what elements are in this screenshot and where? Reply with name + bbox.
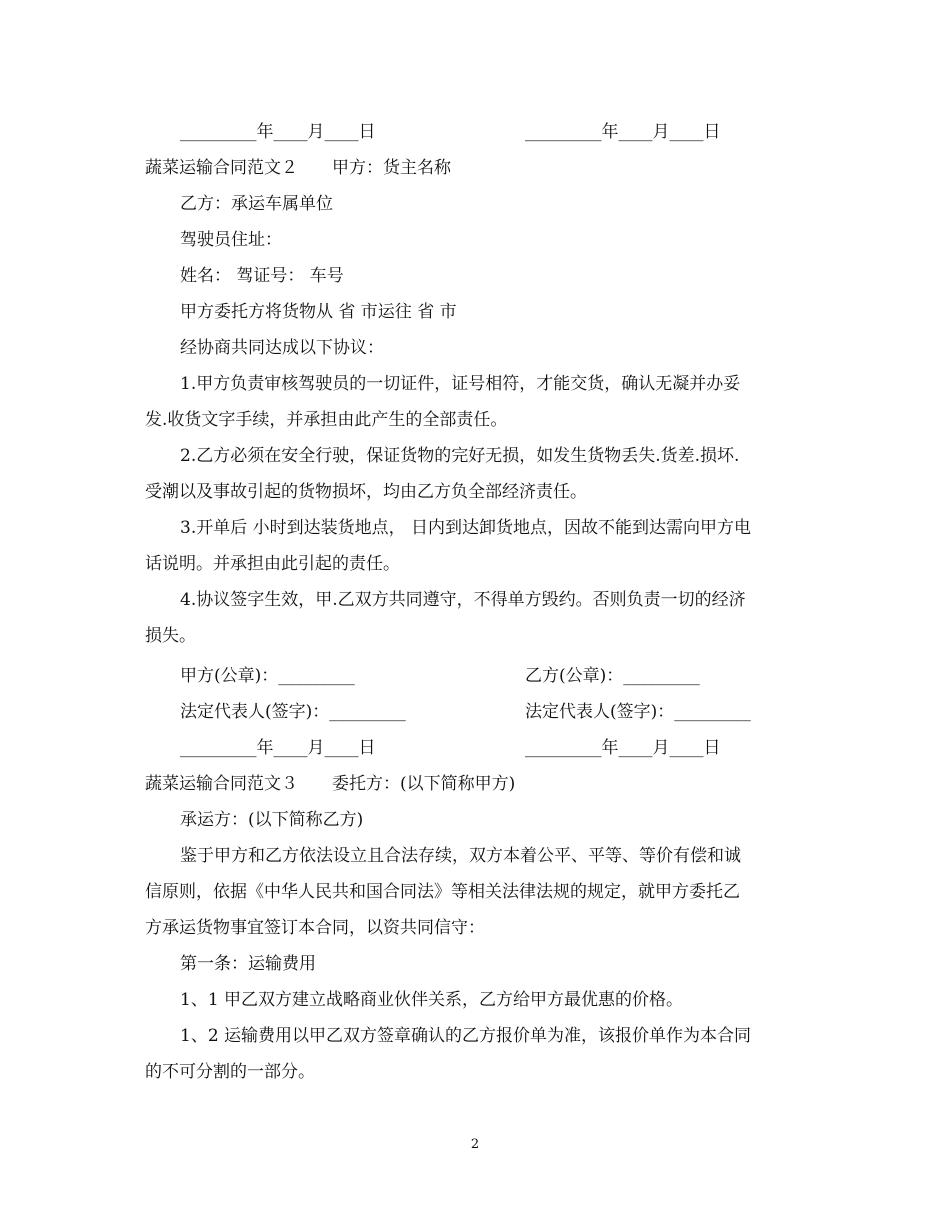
clause2-text-a: 2.乙方必须在安全行驶，保证货物的完好无损，如发生货物丢失.货差.损坏.	[180, 446, 740, 466]
clause1-text-b: 发.收货文字手续，并承担由此产生的全部责任。	[145, 410, 508, 430]
page-number: 2	[470, 1137, 480, 1152]
item1-1-text: 1、1 甲乙双方建立战略商业伙伴关系，乙方给甲方最优惠的价格。	[180, 990, 684, 1010]
clause4-text-b: 损失。	[145, 626, 196, 646]
para1-text-a: 鉴于甲方和乙方依法设立且合法存续，双方本着公平、平等、等价有偿和诚	[180, 846, 741, 866]
sample3-heading: 蔬菜运输合同范文３ 委托方：(以下简称甲方)	[145, 774, 516, 794]
clause4-text-a: 4.协议签字生效，甲.乙双方共同遵守，不得单方毁约。否则负责一切的经济	[180, 590, 746, 610]
route-text: 甲方委托方将货物从 省 市运往 省 市	[180, 302, 457, 322]
carrier-text: 承运方：(以下简称乙方)	[180, 810, 364, 830]
agreement-intro-text: 经协商共同达成以下协议：	[180, 338, 384, 358]
clause2-text-b: 受潮以及事故引起的货物损坏，均由乙方负全部经济责任。	[145, 482, 587, 502]
clause3-text-b: 话说明。并承担由此引起的责任。	[145, 554, 400, 574]
clause1-text-a: 1.甲方负责审核驾驶员的一切证件，证号相符，才能交货，确认无凝并办妥	[180, 374, 741, 394]
party-b-representative: 法定代表人(签字)：_________	[525, 702, 751, 722]
party-b-date: _________年____月____日	[525, 738, 721, 758]
driver-address-text: 驾驶员住址：	[180, 230, 282, 250]
party-b-text: 乙方：承运车属单位	[180, 194, 333, 214]
item1-2-text-a: 1、2 运输费用以甲乙双方签章确认的乙方报价单为准，该报价单作为本合同	[180, 1026, 752, 1046]
date-blank-right: _________年____月____日	[525, 122, 721, 142]
party-a-representative: 法定代表人(签字)：_________	[180, 702, 406, 722]
para1-text-b: 信原则，依据《中华人民共和国合同法》等相关法律法规的规定，就甲方委托乙	[145, 882, 740, 902]
para1-text-c: 方承运货物事宜签订本合同，以资共同信守：	[145, 918, 485, 938]
sample2-heading: 蔬菜运输合同范文２ 甲方：货主名称	[145, 158, 451, 178]
item1-2-text-b: 的不可分割的一部分。	[145, 1062, 315, 1082]
name-license-text: 姓名： 驾证号： 车号	[180, 266, 344, 286]
date-blank-left: _________年____月____日	[180, 122, 376, 142]
party-a-date: _________年____月____日	[180, 738, 376, 758]
clause3-text-a: 3.开单后 小时到达装货地点， 日内到达卸货地点，因故不能到达需向甲方电	[180, 518, 752, 538]
party-b-seal: 乙方(公章)：_________	[525, 666, 700, 686]
party-a-seal: 甲方(公章)：_________	[180, 666, 355, 686]
article1-title: 第一条：运输费用	[180, 954, 316, 974]
